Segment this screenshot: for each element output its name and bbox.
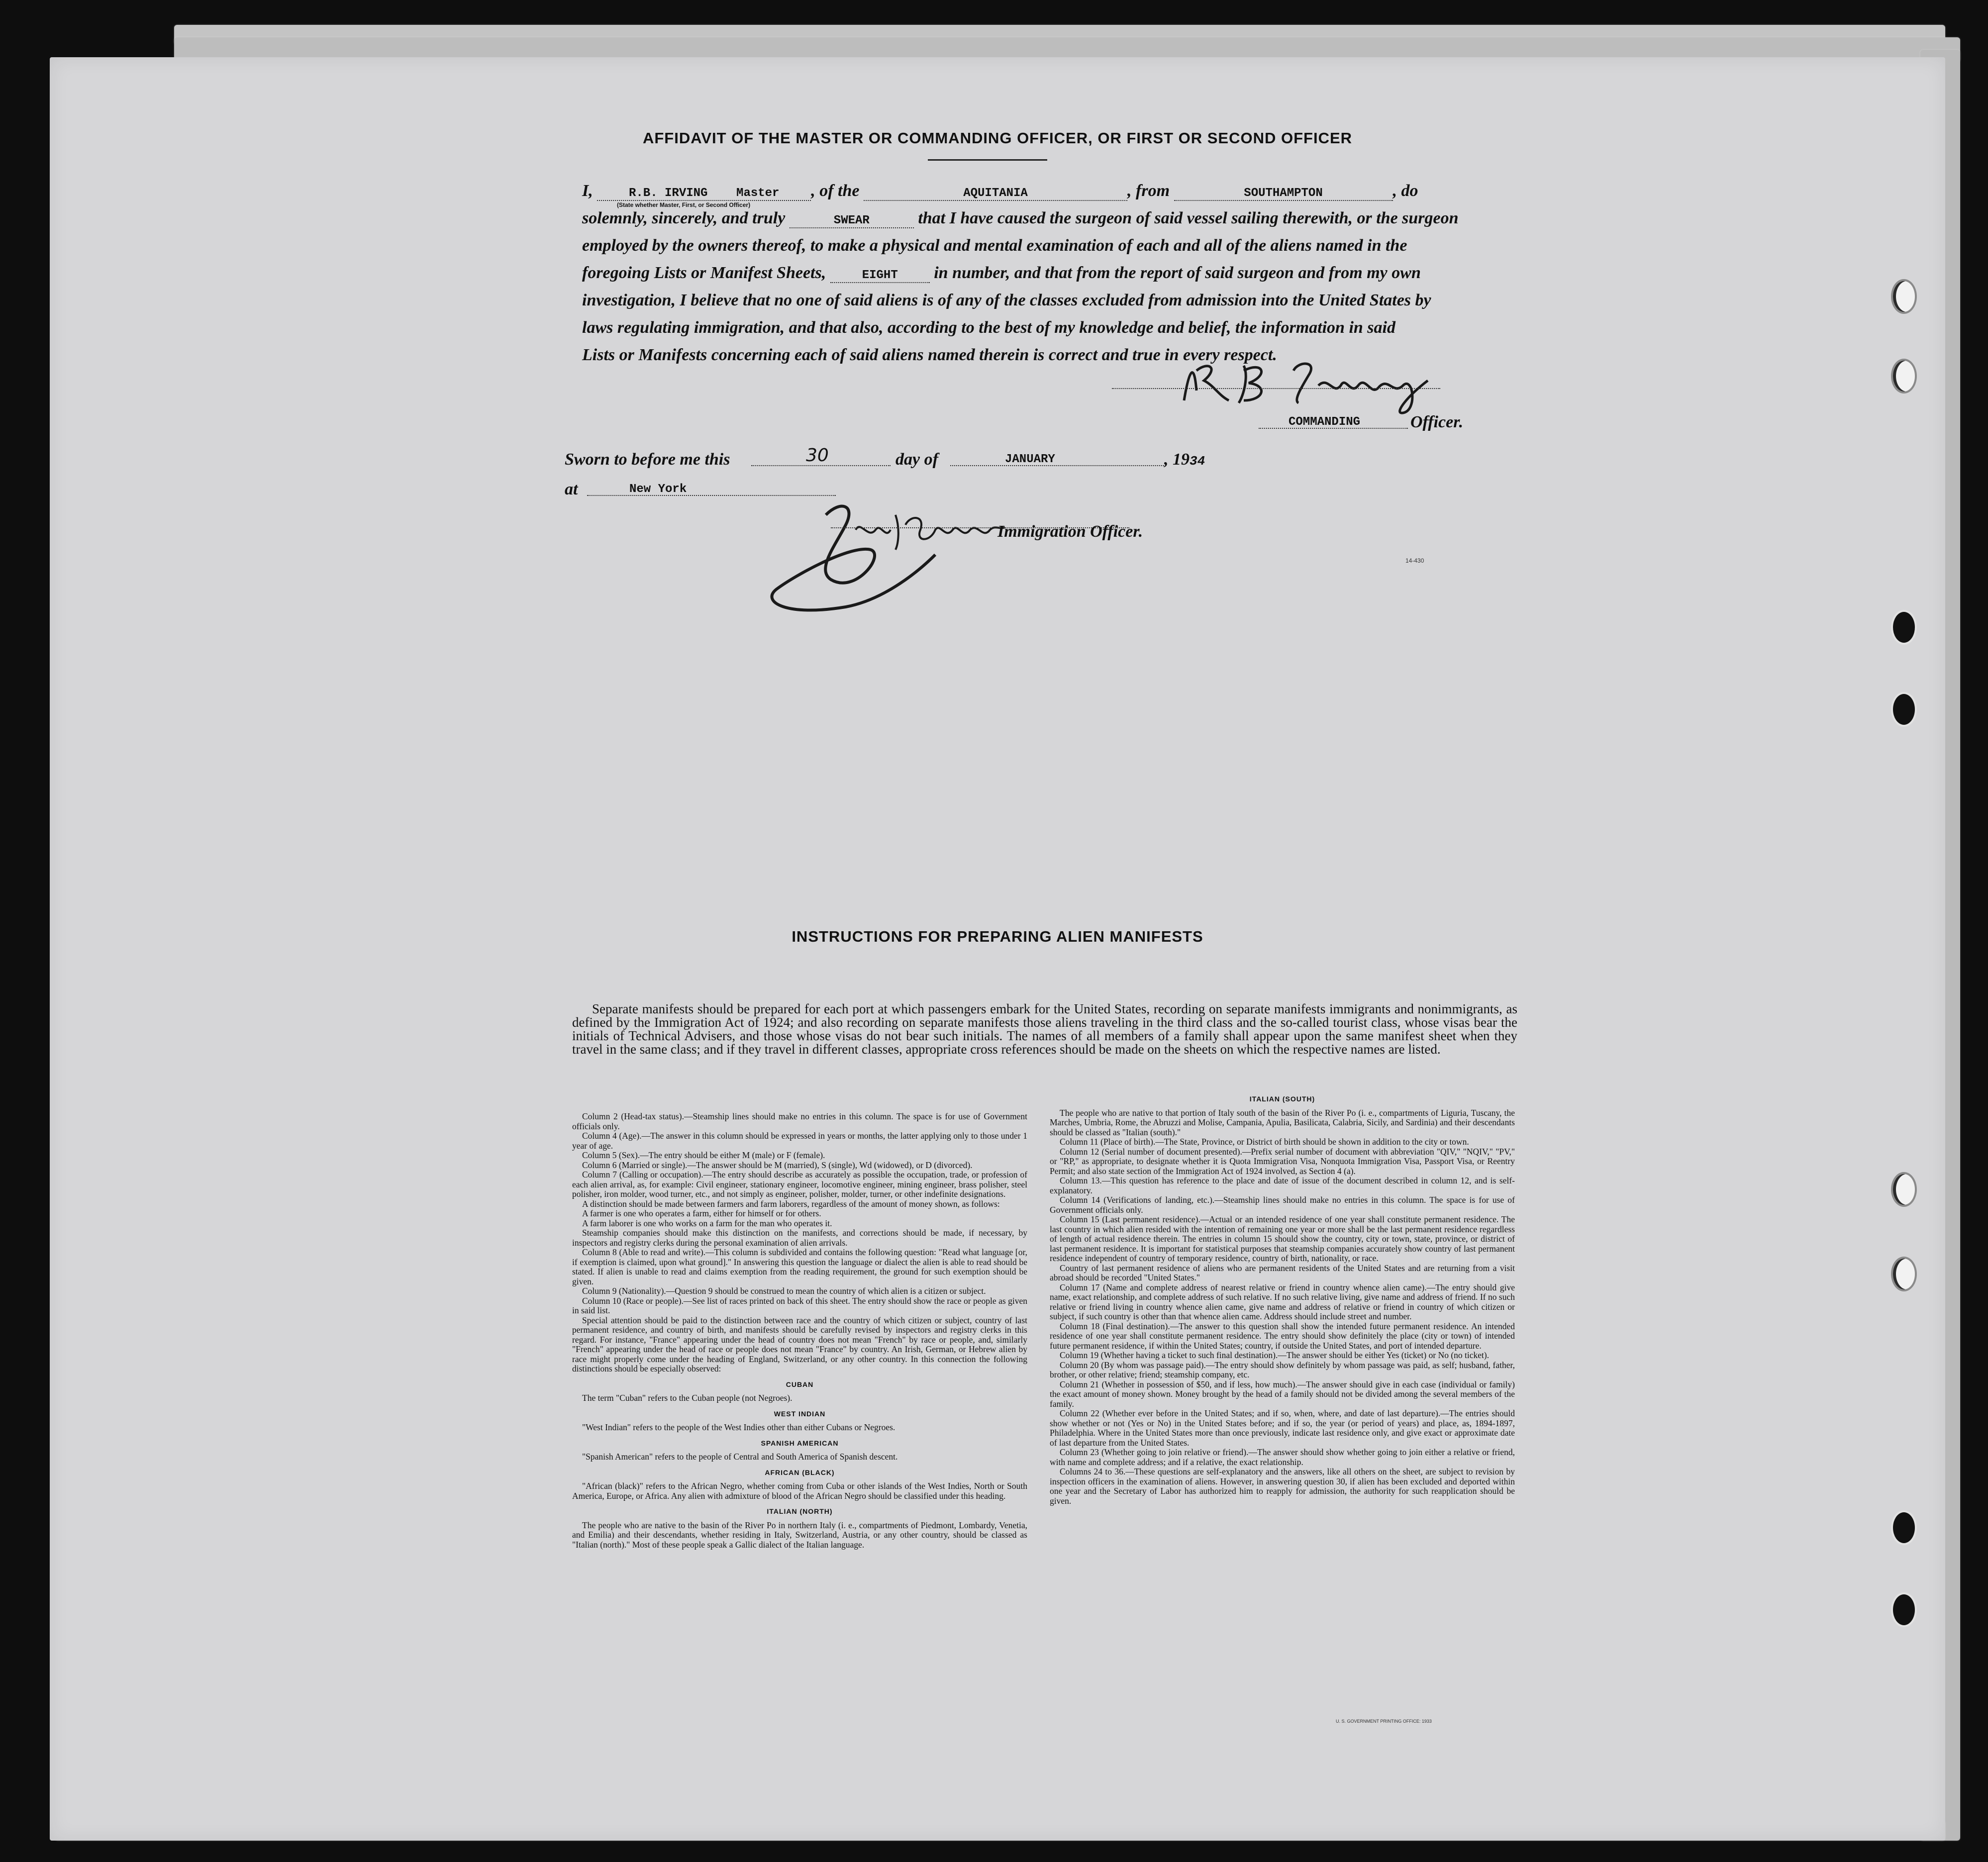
italian-south-heading: ITALIAN (SOUTH) xyxy=(1249,1095,1315,1103)
sworn-place: New York xyxy=(629,483,687,496)
left-para: A farm laborer is one who works on a farm for the man who operates it. xyxy=(582,1218,832,1228)
right-para: Column 19 (Whether having a ticket to such final destination).—The answer should be either Yes (ticket) or No (no ticket). xyxy=(1060,1350,1490,1360)
title-rule xyxy=(928,159,1047,161)
right-para: Column 14 (Verifications of landing, etc.).—Steamship lines should make no entries in this column. The space is for use of Government officials only. xyxy=(1050,1195,1515,1215)
master-signature-line xyxy=(1112,388,1440,389)
sheets-count: EIGHT xyxy=(862,269,898,282)
i-label: I, xyxy=(582,182,593,200)
year-prefix-text: , 19 xyxy=(1164,450,1190,469)
right-para: Column 23 (Whether going to join relative or friend).—The answer should show whether going to join either a relative or friend, with name and complete address; and if a relative, the exact relationship. xyxy=(1050,1447,1515,1467)
year-suffix: 34 xyxy=(1190,454,1205,469)
left-para: Column 7 (Calling or occupation).—The entry should describe as accurately as possible the occupation, trade, or profession of each alien arrival, as, for example: Civil engineer, stationary engineer, locomotive engineer, mining engineer, brass polisher, steel polisher, iron molder, wood turner, etc., and not simply as engineer, polisher, molder, turner, or other indefinite designations. xyxy=(572,1170,1027,1199)
punch-hole xyxy=(1893,1259,1915,1289)
punch-hole xyxy=(1893,281,1915,312)
affidavit-line-4 xyxy=(582,264,1517,283)
right-para: Column 22 (Whether ever before in the United States; and if so, when, where, and date of last departure).—The entries should show whether or not (Yes or No) in the United States before; and if so, the year (or period of years) and place, as, 1894-1897, Philadelphia. Where in the United States more than once previously, indicate last residence only, and give exact or approximate date of last departure from the United States. xyxy=(1050,1408,1515,1448)
intro-text: Separate manifests should be prepared for each port at which passengers embark for the United States, recording on separate manifests immigrants and nonimmigrants, as defined by the Immigration Act of 1924; and also recording on separate manifests those aliens traveling in the third class and the so-called tourist class, whose visas bear the initials of Technical Advisers, and those whose visas do not bear such initials. The names of all members of a family shall appear upon the same manifest sheet when they travel in the same class; and if they travel in different classes, appropriate cross references should be made on the sheets on which the respective names are listed. xyxy=(572,1001,1517,1057)
line2-post: that I have caused the surgeon of said vessel sailing therewith, or the surgeon xyxy=(918,209,1459,227)
sheets-field xyxy=(830,269,930,283)
master-name: R.B. IRVING xyxy=(629,187,708,200)
sworn-day: 30 xyxy=(806,445,829,466)
right-para: Column 15 (Last permanent residence).—Actual or an intended residence of one year shall constitute permanent residence. The last country in which alien resided with the intention of remaining one year or more shall be the last permanent residence regardless of length of actual residence therein. The entries in column 15 should show the country, city or town, state, province, or district of last permanent residence. It is important for statistical purposes that steamship companies accurately show country of last permanent residence independent of country of temporary residence, country of birth, nationality, or race. xyxy=(1050,1214,1515,1263)
oath-field xyxy=(790,214,914,228)
instructions-title: INSTRUCTIONS FOR PREPARING ALIEN MANIFESTS xyxy=(792,928,1203,945)
left-para: Column 6 (Married or single).—The answer should be M (married), S (single), Wd (widowed), or D (divorced). xyxy=(582,1160,973,1170)
from-label: , from xyxy=(1127,182,1170,200)
sworn-month: JANUARY xyxy=(1005,453,1055,466)
west-indian-text: "West Indian" refers to the people of the West Indies other than either Cubans or Negroes. xyxy=(582,1422,895,1432)
year-prefix xyxy=(1164,450,1205,469)
spanish-american-text: "Spanish American" refers to the people of Central and South America of Spanish descent. xyxy=(582,1452,898,1462)
commanding: COMMANDING xyxy=(1289,415,1361,429)
immigration-officer-label: Immigration Officer. xyxy=(997,522,1143,541)
right-para: The people who are native to that portion of Italy south of the basin of the River Po (i. e., compartments of Liguria, Tuscany, the Marches, Umbria, Rome, the Abruzzi and Molise, Campania, Apulia, Basilicata, Calabria, Sicily, and Sardinia) and their descendants should be classed as "Italian (south)." xyxy=(1050,1107,1515,1137)
officer-label: Officer. xyxy=(1410,413,1464,431)
left-para: A distinction should be made between farmers and farm laborers, regardless of the amount of money shown, as follows: xyxy=(582,1198,1000,1209)
punch-hole xyxy=(1893,1594,1915,1625)
right-para: Column 12 (Serial number of document presented).—Prefix serial number of document with abbreviation "QIV," "NQIV," "PV," or "RP," as appropriate, to designate whether it is Quota Immigration Visa, Nonquota Immigration Visa, Passport Visa, or Reentry Permit; and also state section of the Immigration Act of 1924 involved, as Section 4 (a). xyxy=(1050,1146,1515,1176)
right-para: Column 18 (Final destination).—The answer to this question shall show the intended future permanent residence. An intended residence of one year shall constitute permanent residence. The entry should show definitely the place (city or town) of intended future permanent residence, if within the United States; country, if outside the United States, and port of intended departure. xyxy=(1050,1321,1515,1351)
african-text: "African (black)" refers to the African Negro, whether coming from Cuba or other islands of the West Indies, North or South America, Europe, or Africa. Any alien with admixture of blood of the African Negro should be classified under this heading. xyxy=(572,1481,1027,1501)
master-title: Master xyxy=(736,187,780,200)
do-label: , do xyxy=(1392,182,1418,200)
manifest-page xyxy=(50,57,1945,1841)
line4-pre: foregoing Lists or Manifest Sheets, xyxy=(582,264,826,282)
affidavit-line-1 xyxy=(582,182,1517,201)
line2-pre: solemnly, sincerely, and truly xyxy=(582,209,786,227)
punch-hole xyxy=(1893,1512,1915,1543)
african-heading: AFRICAN (BLACK) xyxy=(765,1468,835,1476)
right-para: Column 11 (Place of birth).—The State, Province, or District of birth should be shown in addition to the city or town. xyxy=(1060,1137,1469,1147)
affidavit-line-6: laws regulating immigration, and that also, according to the best of my knowledge and belief, the information in said xyxy=(582,318,1395,337)
right-para: Columns 24 to 36.—These questions are self-explanatory and the answers, like all others on the sheet, are subject to revision by inspection officers in the examination of aliens. However, in answering question 30, if alien has been excluded and deported within one year and the Secretary of Labor has authorized him to reapply for admission, the authority for such reapplication should be given. xyxy=(1050,1467,1515,1506)
title-caption: (State whether Master, First, or Second Officer) xyxy=(617,201,751,208)
instructions-right-column xyxy=(1050,1094,1515,1506)
affidavit-line-7: Lists or Manifests concerning each of said aliens named therein is correct and true in every respect. xyxy=(582,346,1277,364)
west-indian-heading: WEST INDIAN xyxy=(774,1409,826,1418)
left-para: Special attention should be paid to the distinction between race and the country of which citizen or subject, country of last permanent residence, and country of birth, and manifests should be carefully revised by inspectors and registry clerks in this regard. For instance, "France" appearing under the head of country does not mean "French" by race or people, and, similarly "French" appearing under the head of race or people does not mean "France" by country. An Irish, German, or Hebrew alien by race might properly come under the heading of England, Switzerland, or any other country. In this connection the following distinctions should be especially observed: xyxy=(572,1315,1027,1373)
left-para: Column 10 (Race or people).—See list of races printed on back of this sheet. The entry should show the race or people as given in said list. xyxy=(572,1295,1027,1315)
master-name-field xyxy=(597,187,811,201)
affidavit-line-5: investigation, I believe that no one of said aliens is of any of the classes excluded from admission into the United States by xyxy=(582,291,1431,309)
left-para: Column 9 (Nationality).—Question 9 should be construed to mean the country of which alien is a citizen or subject. xyxy=(582,1286,986,1296)
cuban-text: The term "Cuban" refers to the Cuban people (not Negroes). xyxy=(582,1393,793,1403)
cuban-heading: CUBAN xyxy=(786,1380,814,1388)
master-signature xyxy=(1169,341,1458,415)
right-para: Column 13.—This question has reference to the place and date of issue of the document described in column 12, and is self-explanatory. xyxy=(1050,1176,1515,1195)
right-para: Country of last permanent residence of aliens who are permanent residents of the United States and are returning from a visit abroad should be recorded "United States." xyxy=(1050,1263,1515,1282)
right-para: Column 21 (Whether in possession of $50, and if less, how much).—The answer should give in each case (individual or family) the exact amount of money shown. Money brought by the head of a family should not be divided among the several members of the family. xyxy=(1050,1379,1515,1409)
italian-north-text: The people who are native to the basin of the River Po in northern Italy (i. e., compartments of Piedmont, Lombardy, Venetia, and Emilia) and their descendants, whether residing in Italy, Switzerland, Austria, or any other country, should be classed as "Italian (north)." Most of these people speak a Gallic dialect of the Italian language. xyxy=(572,1520,1027,1550)
affidavit-title: AFFIDAVIT OF THE MASTER OR COMMANDING OFFICER, OR FIRST OR SECOND OFFICER xyxy=(642,129,1353,147)
printer-imprint: U. S. GOVERNMENT PRINTING OFFICE: 1933 xyxy=(1336,1719,1432,1724)
instructions-left-column xyxy=(572,1112,1027,1550)
line4-post: in number, and that from the report of said surgeon and from my own xyxy=(934,264,1421,282)
vessel-name: AQUITANIA xyxy=(963,187,1028,200)
left-para: Column 8 (Able to read and write).—This column is subdivided and contains the following question: "Read what language [or, if exemption is claimed, upon what ground]." In answering this question the language or dialect the alien is able to read should be stated. If alien is unable to read and claims exemption from the reading requirement, the ground for such exemption should be given. xyxy=(572,1247,1027,1286)
vessel-field xyxy=(864,187,1127,201)
right-para: Column 20 (By whom was passage paid).—The entry should show definitely by whom passage was paid, as self; husband, father, brother, or other relative; friend; steamship company, etc. xyxy=(1050,1360,1515,1379)
left-para: A farmer is one who operates a farm, either for himself or for others. xyxy=(582,1208,821,1218)
sworn-month-line xyxy=(950,465,1164,466)
italian-north-heading: ITALIAN (NORTH) xyxy=(767,1507,833,1515)
sworn-pre: Sworn to before me this xyxy=(565,450,730,469)
day-of-label: day of xyxy=(895,450,938,469)
punch-hole xyxy=(1893,612,1915,643)
form-number: 14-430 xyxy=(1405,557,1424,564)
oath: SWEAR xyxy=(833,214,870,227)
left-para: Column 5 (Sex).—The entry should be either M (male) or F (female). xyxy=(582,1150,825,1160)
punch-hole xyxy=(1893,1174,1915,1205)
commanding-line xyxy=(1259,428,1408,429)
left-para: Column 4 (Age).—The answer in this column should be expressed in years or months, the latter applying only to those under 1 year of age. xyxy=(572,1131,1027,1151)
of-the-label: , of the xyxy=(811,182,860,200)
punch-hole xyxy=(1893,694,1915,725)
affidavit-line-3: employed by the owners thereof, to make a physical and mental examination of each and all of the aliens named in the xyxy=(582,236,1407,255)
right-para: Column 17 (Name and complete address of nearest relative or friend in country whence alien came).—The entry should give name, exact relationship, and complete address of such relative. If no such relative living, give name and address of friend. If no such relative or friend living in country whence alien came, give name and address of relative or friend in country of which citizen or subject, if such country is other than that whence alien came. Address should include street and number. xyxy=(1050,1282,1515,1321)
instructions-intro xyxy=(572,1002,1517,1056)
at-label: at xyxy=(565,480,578,498)
immigration-officer-signature xyxy=(756,495,1065,624)
left-para: Steamship companies should make this distinction on the manifests, and corrections should be made, if necessary, by inspectors and registry clerks during the personal examination of alien arrivals. xyxy=(572,1228,1027,1248)
port-field xyxy=(1174,187,1393,201)
affidavit-line-2 xyxy=(582,209,1517,228)
punch-hole xyxy=(1893,361,1915,392)
port-name: SOUTHAMPTON xyxy=(1244,187,1323,200)
spanish-american-heading: SPANISH AMERICAN xyxy=(761,1439,839,1447)
left-para: Column 2 (Head-tax status).—Steamship lines should make no entries in this column. The space is for use of Government officials only. xyxy=(572,1111,1027,1131)
